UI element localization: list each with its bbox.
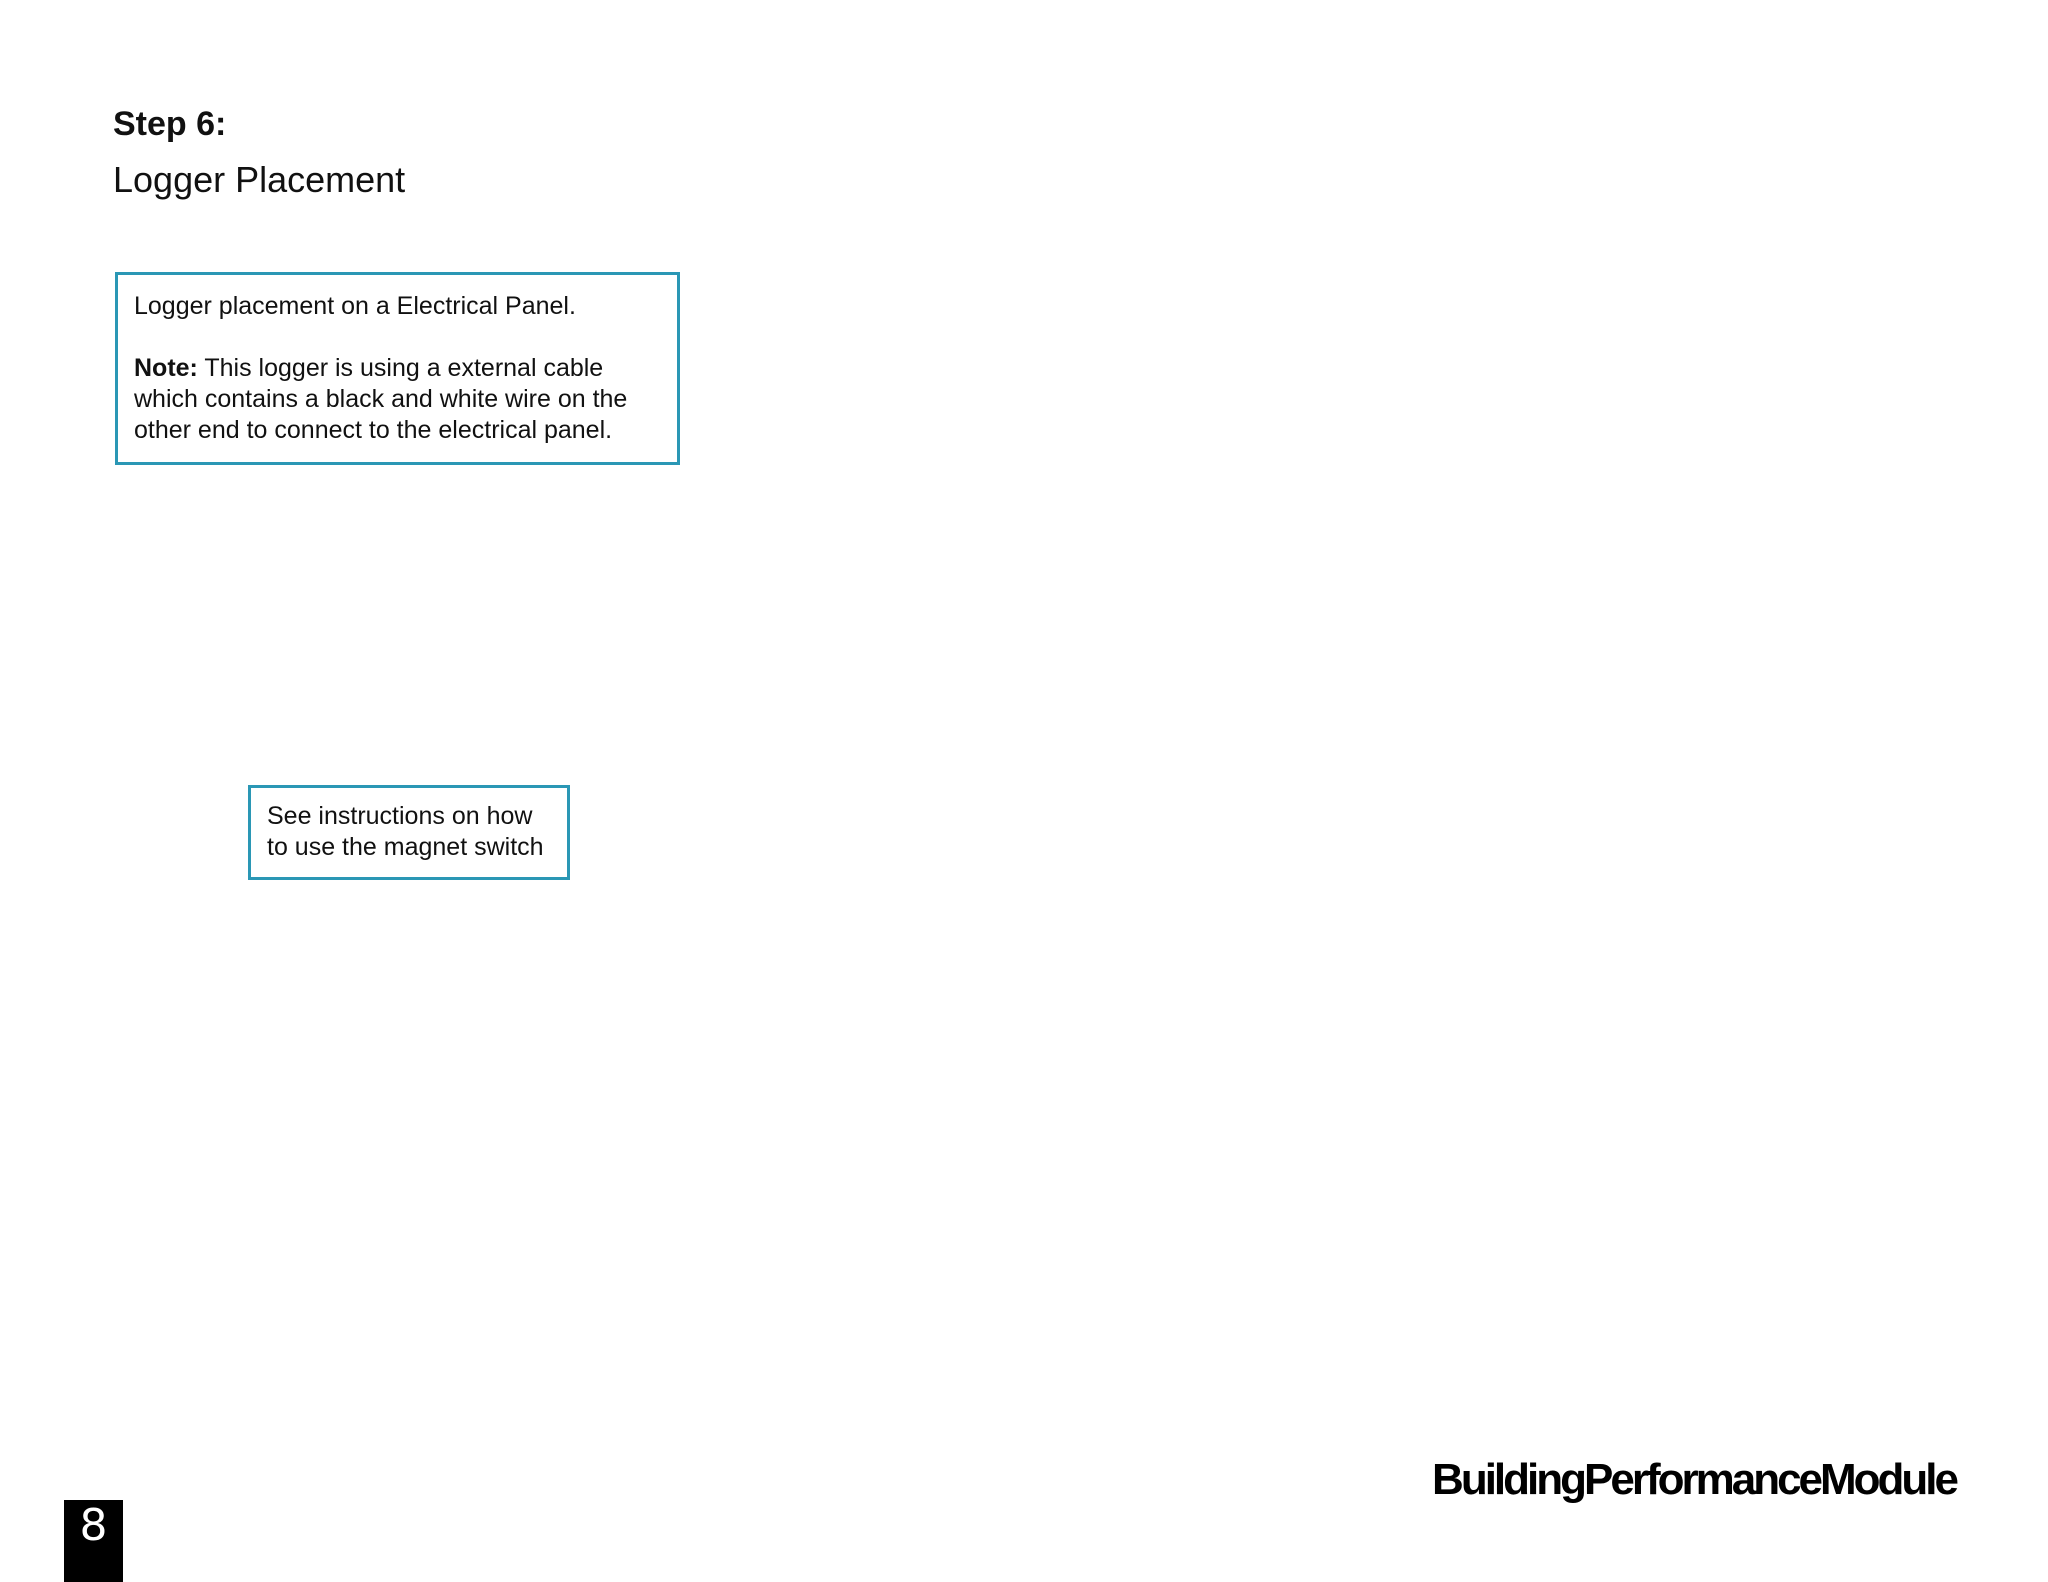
magnet-switch-callout bbox=[248, 785, 570, 880]
note-label: Note: bbox=[134, 354, 198, 382]
magnet-callout-line2: to use the magnet switch bbox=[267, 833, 544, 861]
page-title: Logger Placement bbox=[113, 159, 406, 200]
placement-callout bbox=[115, 272, 680, 465]
note-text-line1: This logger is using a external cable bbox=[197, 354, 604, 382]
placement-note bbox=[134, 353, 661, 384]
magnet-callout-line1: See instructions on how bbox=[267, 802, 533, 830]
placement-description: Logger placement on a Electrical Panel. bbox=[134, 292, 576, 320]
note-text-line3: other end to connect to the electrical panel. bbox=[134, 416, 613, 444]
page-number: 8 bbox=[64, 1500, 123, 1582]
callout-spacer bbox=[134, 322, 661, 353]
step-heading: Step 6: bbox=[113, 105, 227, 143]
brand-logo: BuildingPerformanceModule bbox=[1432, 1455, 1956, 1504]
note-text-line2: which contains a black and white wire on the bbox=[134, 385, 628, 413]
